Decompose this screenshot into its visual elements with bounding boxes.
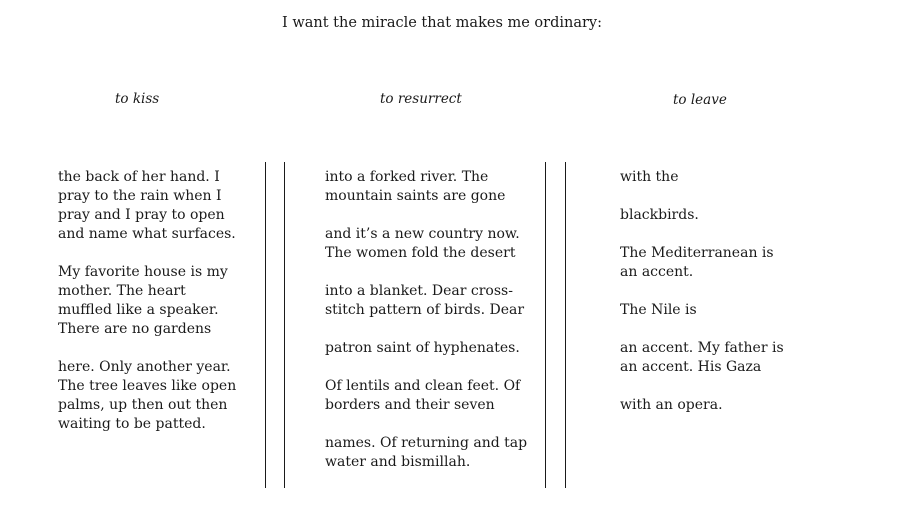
stanza [325,434,535,472]
poem-line: patron saint of hyphenates. [325,340,520,356]
stanza [58,358,258,434]
column-divider [265,162,266,488]
poem-line: with the [620,169,679,185]
stanza [58,168,258,244]
poem-line: pray to the rain when I [58,188,222,204]
stanza [325,282,535,320]
stanza [325,377,535,415]
column-heading-to-kiss: to kiss [115,91,160,107]
poem-line: muffled like a speaker. [58,302,219,318]
poem-line: There are no gardens [58,321,212,337]
poem-line: The Nile is [620,302,697,318]
poem-line: with an opera. [620,397,723,413]
stanza [620,244,820,282]
stanza [620,339,820,377]
poem-column-to-kiss [58,168,258,453]
poem-line: here. Only another year. [58,359,231,375]
poem-line: into a blanket. Dear cross- [325,283,513,299]
poem-line: stitch pattern of birds. Dear [325,302,525,318]
poem-column-to-resurrect [325,168,535,491]
poem-line: waiting to be patted. [58,416,206,432]
poem-line: borders and their seven [325,397,495,413]
stanza [325,168,535,206]
poem-line: mother. The heart [58,283,186,299]
poem-line: and it’s a new country now. [325,226,520,242]
column-divider [565,162,566,488]
poem-line: The women fold the desert [325,245,516,261]
stanza [620,301,820,320]
poem-line: The Mediterranean is [620,245,774,261]
poem-line: the back of her hand. I [58,169,220,185]
column-divider [284,162,285,488]
column-heading-to-resurrect: to resurrect [380,91,462,107]
poem-line: an accent. His Gaza [620,359,762,375]
stanza [620,396,820,415]
poem-line: mountain saints are gone [325,188,506,204]
poem-line: pray and I pray to open [58,207,225,223]
poem-line: The tree leaves like open [58,378,237,394]
poem-line: palms, up then out then [58,397,228,413]
poem-line: an accent. My father is [620,340,784,356]
column-divider [545,162,546,488]
stanza [325,339,535,358]
stanza [620,206,820,225]
poem-line: and name what surfaces. [58,226,236,242]
stanza [58,263,258,339]
column-heading-to-leave: to leave [673,92,727,108]
stanza [620,168,820,187]
poem-title: I want the miracle that makes me ordinary: [282,15,603,31]
poem-column-to-leave [620,168,820,434]
poem-line: into a forked river. The [325,169,489,185]
poem-line: water and bismillah. [325,454,471,470]
poem-line: names. Of returning and tap [325,435,528,451]
poem-line: Of lentils and clean feet. Of [325,378,521,394]
poem-line: My favorite house is my [58,264,228,280]
poem-line: blackbirds. [620,207,699,223]
stanza [325,225,535,263]
poem-line: an accent. [620,264,694,280]
